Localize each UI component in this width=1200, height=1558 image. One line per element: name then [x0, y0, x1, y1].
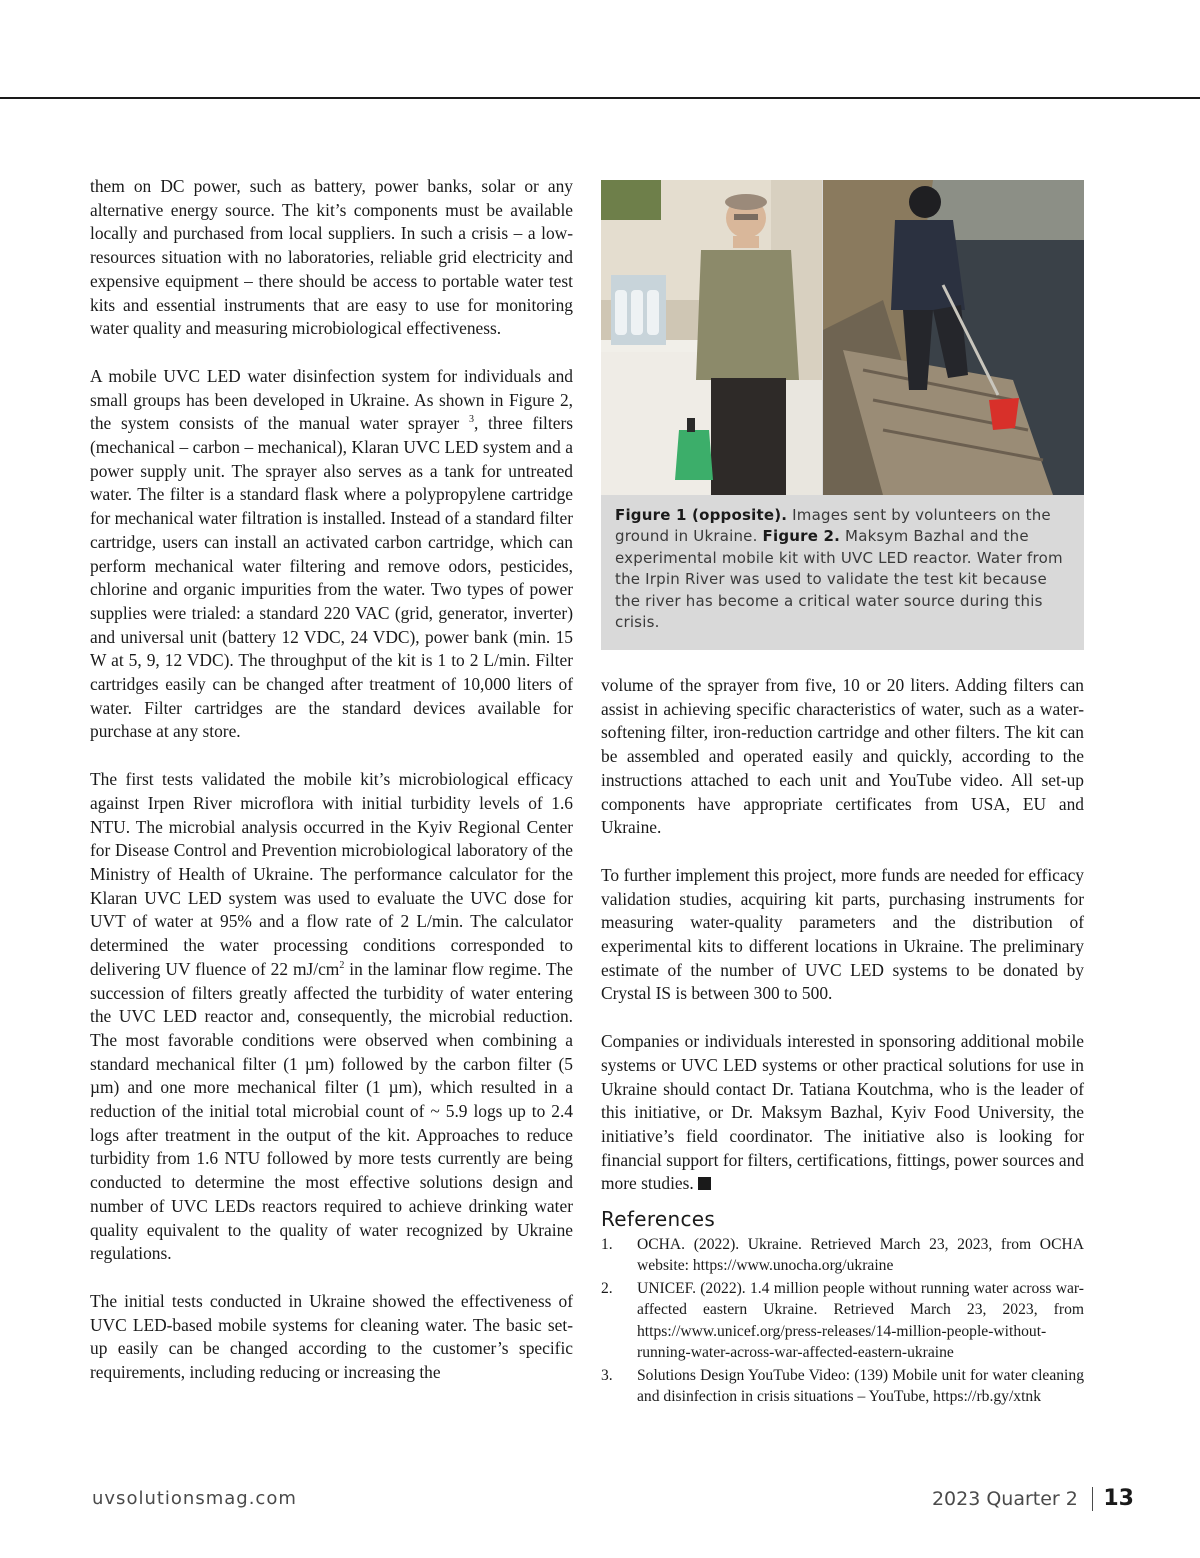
header-rule [0, 97, 1200, 99]
paragraph: Companies or individuals interested in sponsoring additional mobile systems or UVC LED systems or other practical solutions for use in Ukraine should contact Dr. Tatiana Koutchma, who is the leader of this initiative, or Dr. Maksym Bazhal, Kyiv Food University, the initiative’s field coordinator. The initiative also is looking for financial support for filters, certifications, fittings, power sources and more studies. [601, 1031, 1084, 1194]
paragraph: them on DC power, such as battery, power banks, solar or any alternative energy source. The kit’s components must be available locally and purchased from local suppliers. In such a crisis – a low-resources situation with no laboratories, reliable grid electricity and expensive equipment – there should be access to portable water test kits and essential instruments that are easy to use for monitoring water quality and measuring microbiological effectiveness. [90, 176, 573, 339]
issue-label: 2023 Quarter 2 [931, 1487, 1078, 1510]
end-of-article-icon [698, 1177, 711, 1190]
right-column [601, 674, 1084, 1409]
footnote-ref[interactable]: 3 [468, 414, 474, 426]
footer-issue [932, 1486, 1134, 1511]
reference-text[interactable]: OCHA. (2022). Ukraine. Retrieved March 23, 2023, from OCHA website: https://www.unocha.org/ukraine [637, 1235, 1084, 1275]
paragraph: The initial tests conducted in Ukraine showed the effectiveness of UVC LED-based mobile systems for cleaning water. The basic set-up easily can be changed according to the customer’s specific requirements, including reducing or increasing the [90, 1290, 573, 1383]
paragraph: The first tests validated the mobile kit’s microbiological efficacy against Irpen River microflora with initial turbidity levels of 1.6 NTU. The microbial analysis occurred in the Kyiv Regional Center for Disease Control and Prevention microbiological laboratory of the Ministry of Health of Ukraine. The performance calculator for the Klaran UVC LED system was used to evaluate the UVC dose for UVT of water at 95% and a flow rate of 2 L/min. The calculator determined the water processing conditions corresponded to delivering UV fluence of 22 $mJ/cm^2$ in the laminar flow regime. The succession of filters greatly affected the turbidity of water entering the UVC LED reactor and, consequently, the microbial reduction. The most favorable conditions were observed when combining a standard mechanical filter (1 µm) followed by the carbon filter (5 µm) and one more mechanical filter (1 µm), which resulted in a reduction of the initial total microbial count of ~ 5.9 logs up to 2.4 logs after treatment in the output of the kit. Approaches to reduce turbidity from 1.6 NTU followed by more tests currently are being conducted to determine the most effective solutions design and number of UVC LEDs reactors required to achieve drinking water quality equivalent to the quality of water recognized by Ukraine regulations. [90, 769, 573, 1264]
reference-item: 1. OCHA. (2022). Ukraine. Retrieved March 23, 2023, from OCHA website: https://www.unocha.org/ukraine [601, 1234, 1084, 1277]
reference-item: 2. UNICEF. (2022). 1.4 million people without running water across war-affected eastern Ukraine. Retrieved March 23, 2023, from https://www.unicef.org/press-releases/14-million-people-without-running-water-across-war-affected-eastern-ukraine [601, 1278, 1084, 1364]
figure-2 [601, 180, 1084, 650]
superscript: 2 [339, 960, 345, 971]
references-heading: References [601, 1207, 716, 1232]
page-number: 13 [1103, 1486, 1134, 1511]
footer-site[interactable]: uvsolutionsmag.com [92, 1488, 297, 1509]
reference-text[interactable]: Solutions Design YouTube Video: (139) Mobile unit for water cleaning and disinfection in crisis situations – YouTube, https://rb.gy/xtnk [637, 1366, 1084, 1406]
references-section [601, 1208, 1084, 1408]
reference-text[interactable]: UNICEF. (2022). 1.4 million people without running water across war-affected eastern Ukraine. Retrieved March 23, 2023, from https://www.unicef.org/press-releases/14-million-people-without-running-water-across-war-affected-eastern-ukraine [637, 1279, 1084, 1362]
photo-river [823, 180, 1084, 495]
reference-item: 3. Solutions Design YouTube Video: (139) Mobile unit for water cleaning and disinfection in crisis situations – YouTube, https://rb.gy/xtnk [601, 1365, 1084, 1408]
left-column [90, 175, 573, 1409]
figure-caption: Figure 1 (opposite). Images sent by volunteers on the ground in Ukraine. Figure 2. Maksym Bazhal and the experimental mobile kit with UVC LED reactor. Water from the Irpin River was used to validate the test kit because the river has become a critical water source during this crisis. [615, 506, 1063, 632]
paragraph: volume of the sprayer from five, 10 or 20 liters. Adding filters can assist in achieving specific characteristics of water, such as a water-softening filter, iron-reduction cartridge and other filters. The kit can be assembled and operated easily and quickly, according to the instructions attached to each unit and YouTube video. All set-up components have appropriate certificates from USA, EU and Ukraine. [601, 675, 1084, 838]
paragraph: To further implement this project, more funds are needed for efficacy validation studies, acquiring kit parts, purchasing instruments for measuring water-quality parameters and the distribution of experimental kits to different locations in Ukraine. The preliminary estimate of the number of UVC LED systems to be donated by Crystal IS is between 300 to 500. [601, 864, 1084, 1004]
photo-lab [601, 180, 822, 495]
divider [1092, 1487, 1094, 1511]
paragraph: A mobile UVC LED water disinfection system for individuals and small groups has been developed in Ukraine. As shown in Figure 2, the system consists of the manual water sprayer $^3$, three filters (mechanical – carbon – mechanical), Klaran UVC LED system and a power supply unit. The sprayer also serves as a tank for untreated water. The filter is a standard flask where a polypropylene cartridge for mechanical water filtration is installed. Instead of a standard filter cartridge, users can install an activated carbon cartridge, which can perform mechanical water filtering and remove odors, pesticides, chlorine and organic impurities from the water. Two types of power supplies were trialed: a standard 220 VAC (grid, generator, inverter) and universal unit (battery 12 VDC, 24 VDC), power bank (min. 15 W at 5, 9, 12 VDC). The throughput of the kit is 1 to 2 L/min. Filter cartridges easily can be changed after treatment of 10,000 liters of water. Filter cartridges are the standard devices available for purchase at any store. [90, 365, 573, 742]
